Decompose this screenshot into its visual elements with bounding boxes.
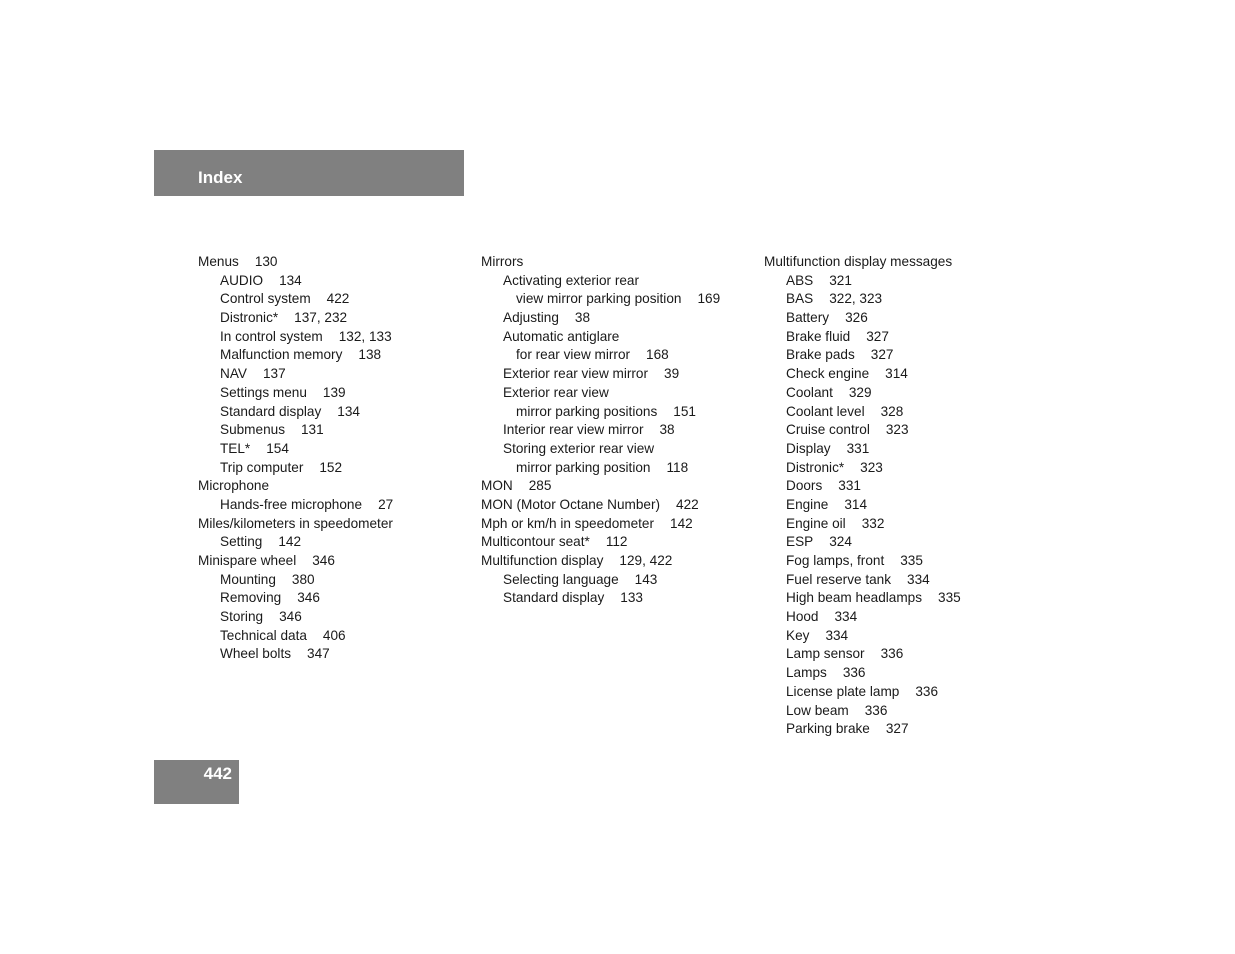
index-entry-text: Technical data [220,627,307,643]
index-entry [764,533,961,552]
index-entry-text: High beam headlamps [786,590,923,606]
index-entry [481,403,720,422]
index-entry-pages: 422 [676,496,699,512]
index-entry-text: License plate lamp [786,683,900,699]
index-entry [481,365,720,384]
index-entry-text: Coolant [786,384,833,400]
index-entry-text: ESP [786,534,814,550]
index-entry-pages: 112 [605,534,628,550]
index-entry-pages: 131 [301,422,324,438]
index-entry [198,253,393,272]
index-entry-pages: 335 [900,553,923,568]
index-entry-pages: 336 [915,683,939,699]
index-entry [198,272,393,291]
index-entry-pages: 327 [870,347,894,363]
index-entry-text: Exterior rear view mirror [503,366,649,382]
index-entry [198,421,393,440]
index-entry [481,346,720,365]
index-entry-pages: 133 [620,590,643,606]
index-entry [481,589,720,608]
page-number: 442 [203,764,232,783]
index-entry-pages: 130 [254,254,278,269]
index-entry-pages: 139 [322,384,346,400]
index-entry [481,533,720,552]
index-entry-pages: 152 [319,459,343,475]
index-entry-text: Menus [198,254,239,269]
index-entry-pages: 380 [291,571,315,587]
index-entry-pages: 27 [378,496,394,512]
index-entry-text: Lamps [786,665,827,681]
index-entry-pages: 332 [861,515,885,531]
index-entry-text: Exterior rear view [503,384,609,400]
index-entry-text: Microphone [198,478,270,494]
index-entry-pages: 39 [664,366,680,382]
index-entry-text: Distronic* [786,459,845,475]
index-entry-pages: 168 [646,347,669,363]
index-entry-text: for rear view mirror [516,347,631,363]
index-entry [481,477,720,496]
index-entry-text: Standard display [220,403,322,419]
index-entry-text: Hands-free microphone [220,496,363,512]
index-column-2 [481,253,720,608]
index-entry [764,403,961,422]
index-entry-text: Mounting [220,571,276,587]
index-entry-text: Distronic* [220,310,279,326]
index-entry-pages: 422 [326,291,350,307]
index-entry-pages: 142 [278,534,302,550]
index-entry-pages: 331 [846,440,870,456]
index-entry-pages: 118 [666,459,689,475]
index-entry-pages: 134 [279,272,302,288]
index-entry [198,608,393,627]
index-entry-pages: 154 [266,440,289,456]
index-entry-text: Storing exterior rear view [503,440,655,456]
index-entry-pages: 324 [829,534,852,550]
index-entry-pages: 336 [880,646,904,662]
index-entry-pages: 346 [312,553,335,568]
index-entry-text: Lamp sensor [786,646,865,662]
index-entry-text: Display [786,440,831,456]
page-title: Index [198,168,243,187]
index-entry-pages: 323 [885,422,909,438]
index-entry-pages: 137 [262,366,286,382]
index-entry-text: Battery [786,310,830,326]
index-entry-pages: 169 [697,291,721,307]
index-entry-text: Brake pads [786,347,855,363]
index-entry-pages: 326 [845,310,868,326]
index-entry-pages: 328 [880,403,904,419]
index-entry [481,309,720,328]
index-entry-text: mirror parking positions [516,403,658,419]
index-entry [764,683,961,702]
index-entry [481,552,720,571]
index-entry [481,421,720,440]
index-entry [198,477,393,496]
index-entry-text: Multicontour seat* [481,534,590,550]
index-entry [764,365,961,384]
index-entry [764,589,961,608]
index-entry [764,253,961,272]
index-entry-text: Mirrors [481,254,524,269]
index-entry [481,253,720,272]
index-entry [764,496,961,515]
index-entry [764,645,961,664]
index-entry-text: Automatic antiglare [503,328,620,344]
index-entry-text: Parking brake [786,721,870,737]
index-entry [764,515,961,534]
index-entry-text: mirror parking position [516,459,651,475]
index-entry-text: Fuel reserve tank [786,571,892,587]
index-entry [764,440,961,459]
index-entry [198,403,393,422]
index-entry [198,571,393,590]
index-entry-pages: 322, 323 [829,291,883,307]
index-entry-text: Coolant level [786,403,865,419]
index-entry [764,664,961,683]
index-header-bar [154,150,464,196]
index-entry-pages: 137, 232 [294,310,348,326]
index-entry-pages: 38 [574,310,591,326]
index-entry-pages: 331 [838,478,861,494]
index-entry [764,459,961,478]
index-entry-text: Cruise control [786,422,870,438]
index-entry-text: Storing [220,609,264,625]
index-entry-text: Removing [220,590,282,606]
index-entry-pages: 346 [279,609,302,625]
index-entry-pages: 151 [673,403,696,419]
index-entry-text: Control system [220,291,311,307]
index-entry-text: Selecting language [503,571,619,587]
index-entry-pages: 336 [842,665,866,681]
index-entry [198,496,393,515]
index-entry [764,272,961,291]
index-entry-pages: 334 [825,627,849,643]
index-entry-text: Key [786,627,810,643]
index-entry-pages: 38 [659,422,675,438]
index-entry-text: Multifunction display [481,553,604,568]
index-entry [198,328,393,347]
index-entry [764,720,961,739]
index-entry [198,533,393,552]
index-entry-text: AUDIO [220,272,264,288]
index-entry [198,290,393,309]
index-entry-text: Minispare wheel [198,553,297,568]
index-entry-text: Low beam [786,702,849,718]
index-entry [764,328,961,347]
index-entry-text: Standard display [503,590,605,606]
index-entry-text: Miles/kilometers in speedometer [198,515,393,531]
index-entry [764,552,961,571]
index-entry-text: Mph or km/h in speedometer [481,515,655,531]
index-entry-text: TEL* [220,440,251,456]
index-entry [198,459,393,478]
index-entry [481,440,720,459]
index-entry-text: Interior rear view mirror [503,422,644,438]
index-entry-text: Settings menu [220,384,307,400]
index-entry-pages: 285 [528,478,552,494]
index-column-3 [764,253,961,739]
index-entry-pages: 143 [634,571,658,587]
index-entry-text: view mirror parking position [516,291,682,307]
index-entry [198,552,393,571]
index-entry-text: Hood [786,609,819,625]
index-entry-text: Setting [220,534,263,550]
index-entry [481,459,720,478]
index-entry-text: ABS [786,272,814,288]
index-entry-pages: 335 [938,590,961,606]
index-entry-pages: 138 [358,347,382,363]
index-entry-text: Multifunction display messages [764,254,953,269]
index-entry [764,571,961,590]
index-entry [481,290,720,309]
index-entry-text: Wheel bolts [220,646,292,662]
index-entry-pages: 132, 133 [338,328,392,344]
index-entry-pages: 334 [907,571,930,587]
index-entry-pages: 327 [885,721,909,737]
index-entry [481,515,720,534]
index-entry-pages: 323 [860,459,883,475]
index-entry-pages: 142 [670,515,693,531]
index-entry [198,365,393,384]
index-entry [481,496,720,515]
index-entry-text: MON [481,478,513,494]
index-entry-text: Doors [786,478,823,494]
index-column-1 [198,253,393,664]
index-entry-pages: 329 [848,384,872,400]
index-entry [198,589,393,608]
index-entry [764,627,961,646]
index-entry [764,309,961,328]
index-entry [764,346,961,365]
index-entry-pages: 321 [829,272,852,288]
index-entry-pages: 336 [864,702,888,718]
index-entry [764,421,961,440]
page-number-tab [154,760,239,804]
index-entry [481,384,720,403]
index-entry-pages: 334 [834,609,858,625]
index-entry [764,384,961,403]
index-entry [198,309,393,328]
index-entry-pages: 314 [885,366,908,382]
index-entry [764,290,961,309]
index-entry-pages: 327 [866,328,889,344]
index-entry-text: Adjusting [503,310,559,326]
index-entry-pages: 134 [337,403,360,419]
index-entry-text: Engine oil [786,515,846,531]
index-entry [764,477,961,496]
index-entry [198,346,393,365]
index-entry-pages: 129, 422 [619,553,673,568]
index-entry [198,440,393,459]
index-entry-text: BAS [786,291,814,307]
index-entry-text: Trip computer [220,459,304,475]
index-entry-text: Activating exterior rear [503,272,639,288]
index-entry-text: Engine [786,496,829,512]
index-entry-pages: 347 [307,646,330,662]
index-entry-text: Fog lamps, front [786,553,885,568]
index-entry-text: Malfunction memory [220,347,343,363]
index-entry-pages: 406 [322,627,346,643]
index-entry [764,702,961,721]
index-entry-pages: 314 [844,496,868,512]
index-entry [481,571,720,590]
index-entry-text: In control system [220,328,323,344]
index-entry [198,627,393,646]
index-entry [198,515,393,534]
index-entry [764,608,961,627]
index-entry-text: Submenus [220,422,285,438]
index-entry [481,272,720,291]
index-entry [198,645,393,664]
index-entry-text: Check engine [786,366,870,382]
index-entry-pages: 346 [297,590,320,606]
index-entry-text: NAV [220,366,247,382]
index-entry [481,328,720,347]
index-entry [198,384,393,403]
index-entry-text: Brake fluid [786,328,851,344]
index-entry-text: MON (Motor Octane Number) [481,496,661,512]
